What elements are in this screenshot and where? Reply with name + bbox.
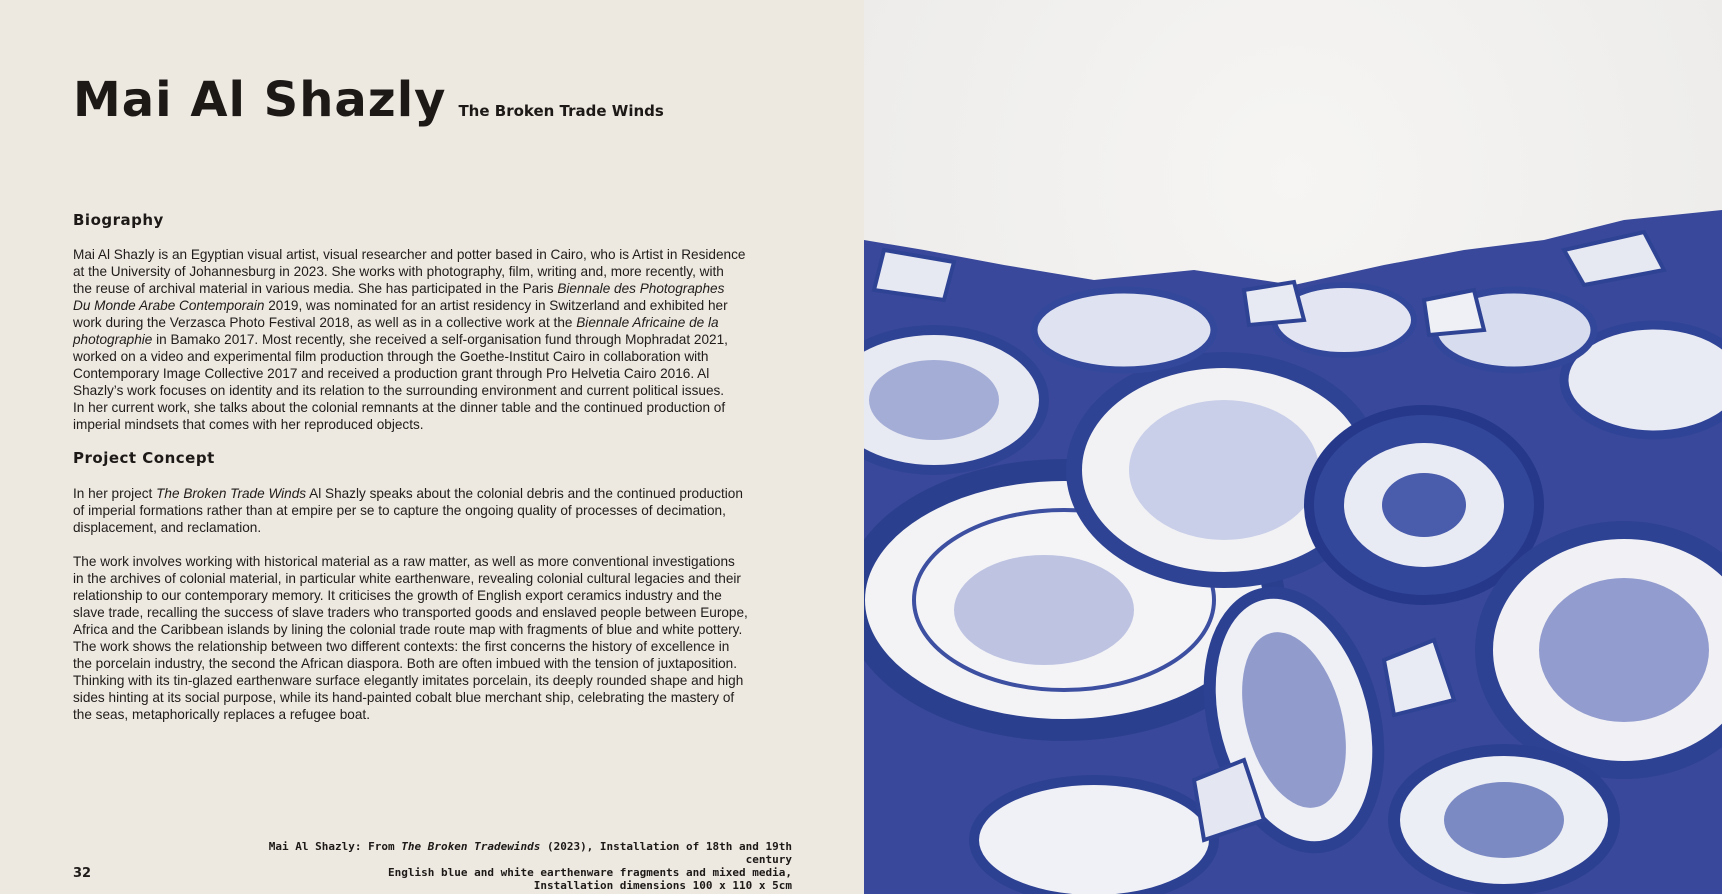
bio-line: worked on a video and experimental film production through the Goethe-Institut Cairo in collaboration with <box>73 349 709 364</box>
bio-line: work during the Verzasca Photo Festival 2018, as well as in a collective work at the Biennale Africaine de la <box>73 315 719 330</box>
concept-heading: Project Concept <box>73 449 215 467</box>
bio-line: Mai Al Shazly is an Egyptian visual artist, visual researcher and potter based in Cairo, who is Artist in Residence <box>73 247 746 262</box>
bio-line: at the University of Johannesburg in 2023. She works with photography, film, writing and, more recently, with <box>73 264 724 279</box>
concept-line: In her project The Broken Trade Winds Al Shazly speaks about the colonial debris and the continued production <box>73 486 743 501</box>
broken-plates-image <box>864 0 1722 894</box>
biography-heading: Biography <box>73 211 164 229</box>
concept-paragraph-2 <box>73 553 793 723</box>
bio-line: photographie in Bamako 2017. Most recently, she received a self-organisation fund through Mophradat 2021, <box>73 332 728 347</box>
concept-paragraph-1 <box>73 485 793 536</box>
concept-line: of imperial formations rather than at empire per se to capture the ongoing quality of processes of decimation, <box>73 503 726 518</box>
concept-line: Africa and the Caribbean islands by lining the colonial trade route map with fragments of blue and white pottery. <box>73 622 743 637</box>
page-number: 32 <box>73 866 92 881</box>
biography-text <box>73 246 793 433</box>
installation-photo <box>864 0 1722 894</box>
concept-line: The work shows the relationship between two different contexts: the first concerns the history of excellence in <box>73 639 730 654</box>
image-caption: Mai Al Shazly: From The Broken Tradewinds (2023), Installation of 18th and 19th century English blue and white earthenware fragments and mixed media, Installation dimensions 100 x 110 x 5cm <box>268 840 792 892</box>
bio-line: Shazly’s work focuses on identity and its relation to the surrounding environment and current political issues. <box>73 383 725 398</box>
work-title: The Broken Trade Winds <box>458 102 664 120</box>
concept-line: sides hinting at its social purpose, while its hand-painted cobalt blue merchant ship, celebrating the mastery of <box>73 690 735 705</box>
concept-line: in the archives of colonial material, in particular white earthenware, revealing colonial cultural legacies and their <box>73 571 741 586</box>
concept-line: the porcelain industry, the second the African diaspora. Both are often imbued with the tension of juxtaposition. <box>73 656 737 671</box>
bio-line: the reuse of archival material in various media. She has participated in the Paris Biennale des Photographes <box>73 281 725 296</box>
concept-line: Thinking with its tin-glazed earthenware surface elegantly imitates porcelain, its deeply rounded shape and high <box>73 673 744 688</box>
concept-line: relationship to our contemporary memory. It criticises the growth of English export ceramics industry and the <box>73 588 722 603</box>
concept-line: The work involves working with historical material as a raw matter, as well as more conventional investigations <box>73 554 735 569</box>
concept-line: the seas, metaphorically replaces a refugee boat. <box>73 707 370 722</box>
bio-line: In her current work, she talks about the colonial remnants at the dinner table and the continued production of <box>73 400 726 415</box>
bio-line: imperial mindsets that comes with her reproduced objects. <box>73 417 424 432</box>
bio-line: Contemporary Image Collective 2017 and received a production grant through Pro Helvetia Cairo 2016. Al <box>73 366 710 381</box>
concept-line: slave trade, recalling the success of slave traders who transported goods and enslaved people between Europe, <box>73 605 748 620</box>
concept-line: displacement, and reclamation. <box>73 520 262 535</box>
bio-line: Du Monde Arabe Contemporain 2019, was nominated for an artist residency in Switzerland and exhibited her <box>73 298 728 313</box>
title-row <box>73 72 664 128</box>
artist-name: Mai Al Shazly <box>73 72 447 128</box>
